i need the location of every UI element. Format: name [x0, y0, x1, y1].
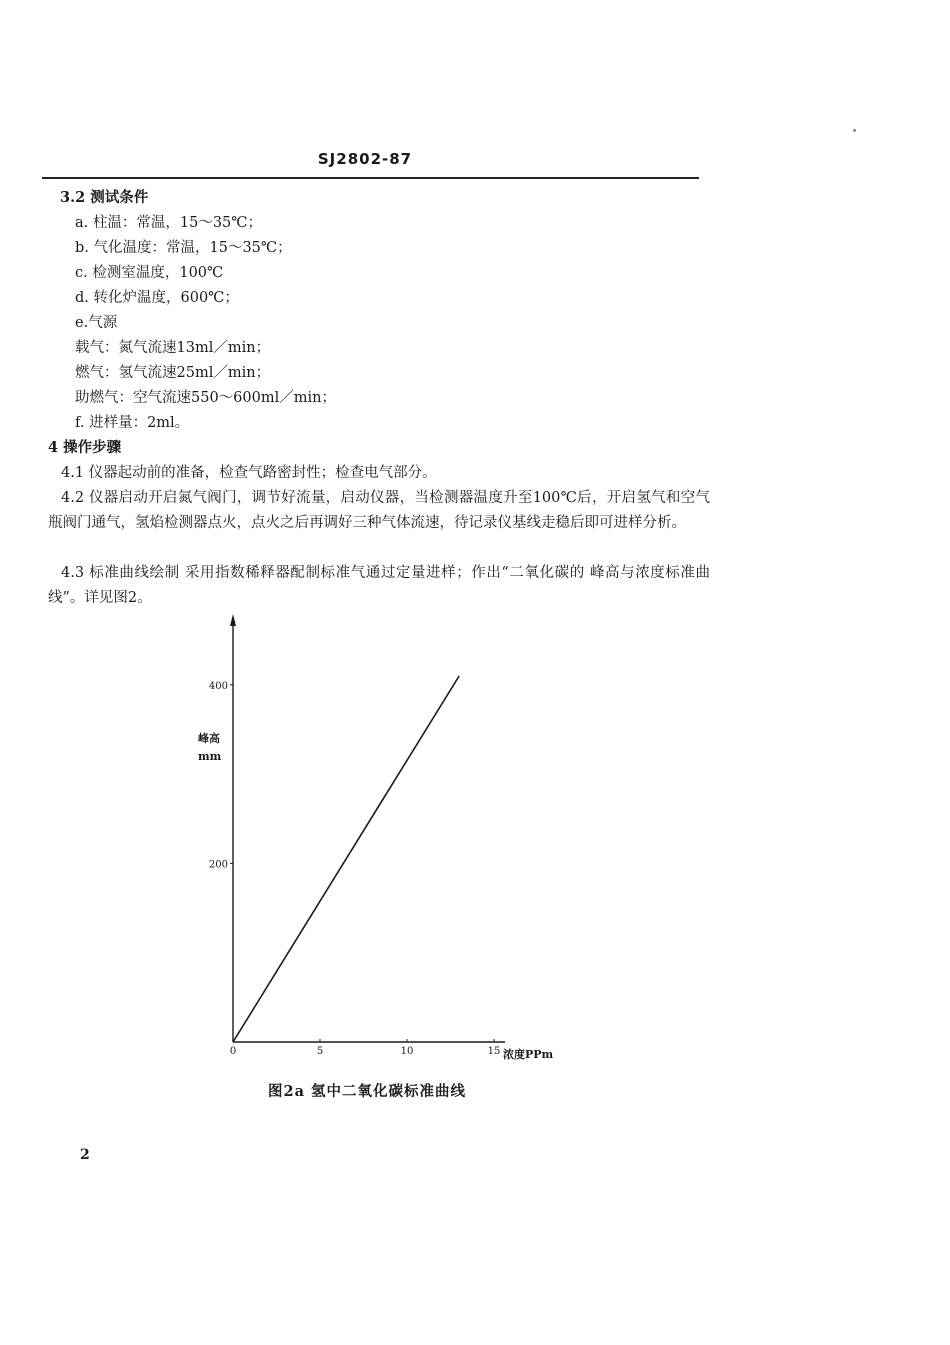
condition-item-a: a. 柱温：常温，15～35℃； [75, 215, 262, 231]
y-ticks [209, 681, 233, 871]
scan-speck [853, 129, 856, 132]
paragraph-4-1: 4.1 仪器起动前的准备，检查气路密封性；检查电气部分。 [61, 465, 437, 481]
x-tick-label: 5 [316, 1046, 324, 1057]
fuel-gas-line: 燃气：氢气流速25ml／min； [75, 365, 271, 381]
x-tick-label: 10 [400, 1046, 414, 1057]
x-tick-label: 0 [229, 1046, 237, 1057]
y-tick-label: 200 [208, 859, 228, 871]
section-3-2-heading: 3.2 测试条件 [60, 189, 149, 206]
paragraph-4-2: 4.2 仪器启动开启氮气阀门，调节好流量，启动仪器，当检测器温度升至100℃后，开启氢气和空气瓶阀门通气，氢焰检测器点火，点火之后再调好三种气体流速，待记录仪基线走稳后即可进样分析。 [48, 490, 710, 531]
paragraph-4-3: 4.3 标准曲线绘制 采用指数稀释器配制标准气通过定量进样；作出“二氧化碳的 峰高与浓度标准曲线”。详见图2。 [48, 565, 710, 606]
carrier-gas-line: 载气：氮气流速13ml／min； [75, 340, 271, 356]
standard-curve-line [233, 676, 459, 1042]
y-axis-arrow [230, 614, 236, 626]
condition-item-f: f. 进样量：2ml。 [75, 415, 190, 431]
x-tick-label: 15 [487, 1046, 501, 1057]
condition-item-e: e.气源 [75, 315, 118, 331]
standard-curve-chart [190, 612, 590, 1082]
document-code-header: SJ2802-87 [317, 150, 413, 168]
condition-item-b: b. 气化温度：常温，15～35℃； [75, 240, 292, 256]
combustion-air-line: 助燃气：空气流速550～600ml／min； [75, 390, 336, 406]
condition-item-c: c. 检测室温度，100℃ [75, 265, 224, 281]
y-axis-unit: mm [198, 750, 222, 763]
page-number: 2 [80, 1147, 90, 1163]
section-4-heading: 4 操作步骤 [48, 439, 122, 456]
condition-item-d: d. 转化炉温度，600℃； [75, 290, 239, 306]
y-tick-label: 400 [208, 680, 228, 692]
figure-caption: 图2a 氢中二氧化碳标准曲线 [268, 1083, 467, 1100]
y-axis-label: 峰高 [198, 732, 220, 745]
header-rule [42, 177, 699, 179]
x-axis-label: 浓度PPm [503, 1048, 554, 1061]
